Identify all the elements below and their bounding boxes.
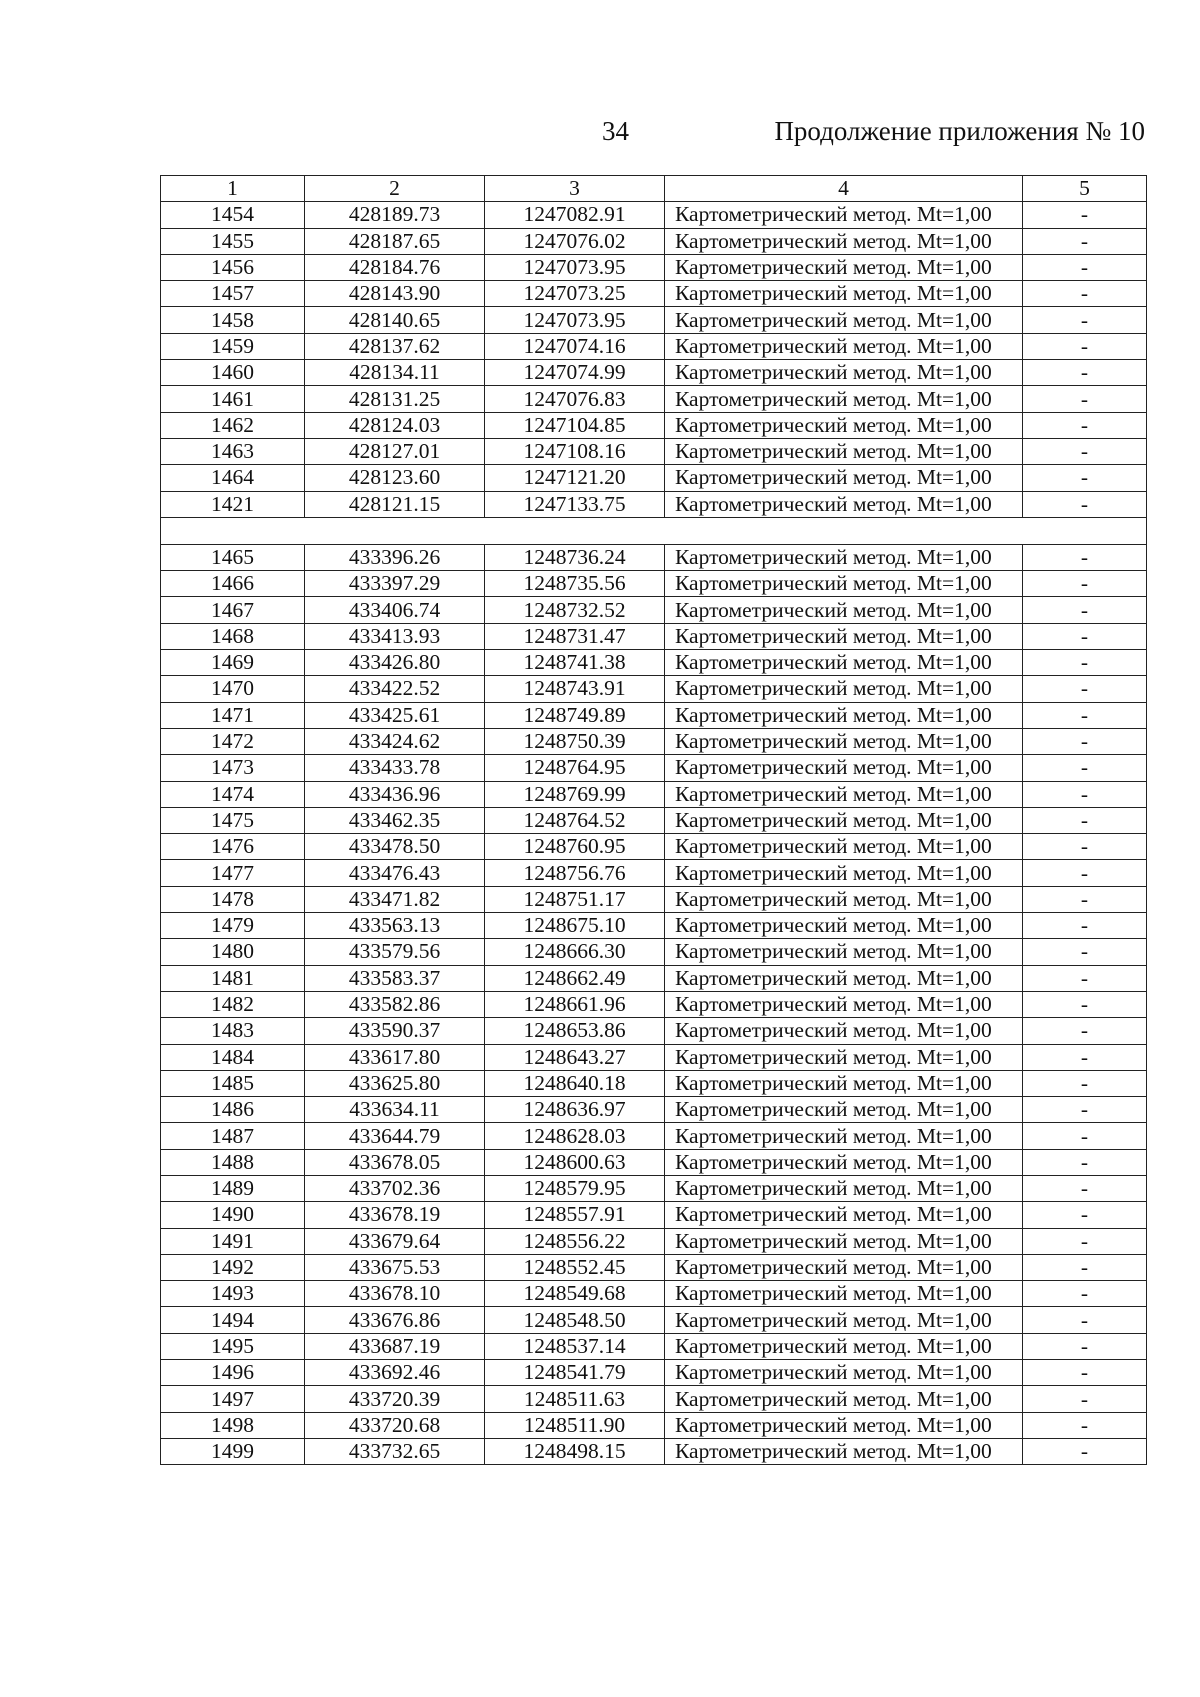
point-number-cell: 1480: [161, 939, 305, 965]
method-description-cell: Картометрический метод. Mt=1,00: [665, 1412, 1023, 1438]
error-value-cell: -: [1023, 886, 1147, 912]
method-description-cell: Картометрический метод. Mt=1,00: [665, 571, 1023, 597]
y-coordinate-cell: 1248661.96: [485, 991, 665, 1017]
point-number-cell: 1482: [161, 991, 305, 1017]
table-row: [161, 1333, 1147, 1359]
method-description-cell: Картометрический метод. Mt=1,00: [665, 465, 1023, 491]
x-coordinate-cell: 433675.53: [305, 1254, 485, 1280]
point-number-cell: 1457: [161, 281, 305, 307]
x-coordinate-cell: 433406.74: [305, 597, 485, 623]
error-value-cell: -: [1023, 1228, 1147, 1254]
error-value-cell: -: [1023, 1254, 1147, 1280]
method-description-cell: Картометрический метод. Mt=1,00: [665, 1149, 1023, 1175]
x-coordinate-cell: 433396.26: [305, 544, 485, 570]
table-row: [161, 1070, 1147, 1096]
table-row: [161, 1438, 1147, 1464]
error-value-cell: -: [1023, 307, 1147, 333]
table-row: [161, 807, 1147, 833]
point-number-cell: 1490: [161, 1202, 305, 1228]
y-coordinate-cell: 1247074.99: [485, 360, 665, 386]
table-row: [161, 465, 1147, 491]
table-row: [161, 860, 1147, 886]
point-number-cell: 1465: [161, 544, 305, 570]
point-number-cell: 1483: [161, 1018, 305, 1044]
point-number-cell: 1484: [161, 1044, 305, 1070]
point-number-cell: 1459: [161, 333, 305, 359]
method-description-cell: Картометрический метод. Mt=1,00: [665, 228, 1023, 254]
y-coordinate-cell: 1247076.02: [485, 228, 665, 254]
y-coordinate-cell: 1248511.63: [485, 1386, 665, 1412]
table-header-row: [161, 176, 1147, 202]
method-description-cell: Картометрический метод. Mt=1,00: [665, 281, 1023, 307]
method-description-cell: Картометрический метод. Mt=1,00: [665, 939, 1023, 965]
y-coordinate-cell: 1248749.89: [485, 702, 665, 728]
table-row: [161, 333, 1147, 359]
method-description-cell: Картометрический метод. Mt=1,00: [665, 702, 1023, 728]
table-row: [161, 886, 1147, 912]
table-row: [161, 1123, 1147, 1149]
x-coordinate-cell: 433478.50: [305, 834, 485, 860]
x-coordinate-cell: 428121.15: [305, 491, 485, 517]
error-value-cell: -: [1023, 1044, 1147, 1070]
error-value-cell: -: [1023, 1307, 1147, 1333]
method-description-cell: Картометрический метод. Mt=1,00: [665, 886, 1023, 912]
point-number-cell: 1458: [161, 307, 305, 333]
y-coordinate-cell: 1248549.68: [485, 1281, 665, 1307]
error-value-cell: -: [1023, 1018, 1147, 1044]
x-coordinate-cell: 433687.19: [305, 1333, 485, 1359]
y-coordinate-cell: 1248732.52: [485, 597, 665, 623]
error-value-cell: -: [1023, 676, 1147, 702]
method-description-cell: Картометрический метод. Mt=1,00: [665, 965, 1023, 991]
x-coordinate-cell: 433720.68: [305, 1412, 485, 1438]
y-coordinate-cell: 1248537.14: [485, 1333, 665, 1359]
method-description-cell: Картометрический метод. Mt=1,00: [665, 860, 1023, 886]
method-description-cell: Картометрический метод. Mt=1,00: [665, 834, 1023, 860]
point-number-cell: 1462: [161, 412, 305, 438]
x-coordinate-cell: 433732.65: [305, 1438, 485, 1464]
y-coordinate-cell: 1248579.95: [485, 1175, 665, 1201]
x-coordinate-cell: 433583.37: [305, 965, 485, 991]
point-number-cell: 1469: [161, 650, 305, 676]
table-row: [161, 228, 1147, 254]
table-row: [161, 1044, 1147, 1070]
x-coordinate-cell: 433678.10: [305, 1281, 485, 1307]
y-coordinate-cell: 1248511.90: [485, 1412, 665, 1438]
point-number-cell: 1456: [161, 254, 305, 280]
y-coordinate-cell: 1247104.85: [485, 412, 665, 438]
point-number-cell: 1489: [161, 1175, 305, 1201]
page-caption: Продолжение приложения № 10: [774, 116, 1145, 146]
column-header-3: 3: [485, 176, 665, 202]
table-row: [161, 755, 1147, 781]
column-header-2: 2: [305, 176, 485, 202]
x-coordinate-cell: 433413.93: [305, 623, 485, 649]
y-coordinate-cell: 1247133.75: [485, 491, 665, 517]
table-row: [161, 965, 1147, 991]
point-number-cell: 1454: [161, 202, 305, 228]
x-coordinate-cell: 433702.36: [305, 1175, 485, 1201]
method-description-cell: Картометрический метод. Mt=1,00: [665, 491, 1023, 517]
error-value-cell: -: [1023, 1412, 1147, 1438]
x-coordinate-cell: 433582.86: [305, 991, 485, 1017]
block-separator-cell: [161, 517, 1147, 544]
error-value-cell: -: [1023, 438, 1147, 464]
x-coordinate-cell: 433436.96: [305, 781, 485, 807]
x-coordinate-cell: 428131.25: [305, 386, 485, 412]
error-value-cell: -: [1023, 755, 1147, 781]
error-value-cell: -: [1023, 728, 1147, 754]
point-number-cell: 1494: [161, 1307, 305, 1333]
table-row: [161, 728, 1147, 754]
error-value-cell: -: [1023, 1070, 1147, 1096]
coordinates-table: [160, 175, 1147, 1465]
point-number-cell: 1472: [161, 728, 305, 754]
error-value-cell: -: [1023, 781, 1147, 807]
table-row: [161, 702, 1147, 728]
error-value-cell: -: [1023, 491, 1147, 517]
table-row: [161, 650, 1147, 676]
method-description-cell: Картометрический метод. Mt=1,00: [665, 1360, 1023, 1386]
error-value-cell: -: [1023, 281, 1147, 307]
point-number-cell: 1493: [161, 1281, 305, 1307]
error-value-cell: -: [1023, 1386, 1147, 1412]
table-row: [161, 1149, 1147, 1175]
x-coordinate-cell: 433676.86: [305, 1307, 485, 1333]
method-description-cell: Картометрический метод. Mt=1,00: [665, 1386, 1023, 1412]
point-number-cell: 1466: [161, 571, 305, 597]
error-value-cell: -: [1023, 1123, 1147, 1149]
y-coordinate-cell: 1248736.24: [485, 544, 665, 570]
error-value-cell: -: [1023, 834, 1147, 860]
table-row: [161, 1386, 1147, 1412]
x-coordinate-cell: 433679.64: [305, 1228, 485, 1254]
error-value-cell: -: [1023, 412, 1147, 438]
x-coordinate-cell: 428134.11: [305, 360, 485, 386]
table-row: [161, 676, 1147, 702]
error-value-cell: -: [1023, 1360, 1147, 1386]
method-description-cell: Картометрический метод. Mt=1,00: [665, 597, 1023, 623]
table-row: [161, 281, 1147, 307]
y-coordinate-cell: 1248666.30: [485, 939, 665, 965]
method-description-cell: Картометрический метод. Mt=1,00: [665, 676, 1023, 702]
table-row: [161, 1228, 1147, 1254]
method-description-cell: Картометрический метод. Mt=1,00: [665, 1097, 1023, 1123]
point-number-cell: 1464: [161, 465, 305, 491]
x-coordinate-cell: 433422.52: [305, 676, 485, 702]
y-coordinate-cell: 1248557.91: [485, 1202, 665, 1228]
table-row: [161, 939, 1147, 965]
error-value-cell: -: [1023, 386, 1147, 412]
error-value-cell: -: [1023, 991, 1147, 1017]
error-value-cell: -: [1023, 465, 1147, 491]
table-row: [161, 412, 1147, 438]
y-coordinate-cell: 1247074.16: [485, 333, 665, 359]
method-description-cell: Картометрический метод. Mt=1,00: [665, 991, 1023, 1017]
x-coordinate-cell: 433617.80: [305, 1044, 485, 1070]
y-coordinate-cell: 1247121.20: [485, 465, 665, 491]
error-value-cell: -: [1023, 650, 1147, 676]
method-description-cell: Картометрический метод. Mt=1,00: [665, 202, 1023, 228]
y-coordinate-cell: 1248769.99: [485, 781, 665, 807]
y-coordinate-cell: 1248600.63: [485, 1149, 665, 1175]
point-number-cell: 1485: [161, 1070, 305, 1096]
error-value-cell: -: [1023, 965, 1147, 991]
table-row: [161, 1307, 1147, 1333]
error-value-cell: -: [1023, 1175, 1147, 1201]
y-coordinate-cell: 1248743.91: [485, 676, 665, 702]
point-number-cell: 1498: [161, 1412, 305, 1438]
x-coordinate-cell: 428140.65: [305, 307, 485, 333]
x-coordinate-cell: 433397.29: [305, 571, 485, 597]
error-value-cell: -: [1023, 939, 1147, 965]
x-coordinate-cell: 428189.73: [305, 202, 485, 228]
method-description-cell: Картометрический метод. Mt=1,00: [665, 1307, 1023, 1333]
method-description-cell: Картометрический метод. Mt=1,00: [665, 1018, 1023, 1044]
table-row: [161, 623, 1147, 649]
table-row: [161, 1360, 1147, 1386]
y-coordinate-cell: 1248764.95: [485, 755, 665, 781]
table-row: [161, 491, 1147, 517]
error-value-cell: -: [1023, 1202, 1147, 1228]
x-coordinate-cell: 433425.61: [305, 702, 485, 728]
method-description-cell: Картометрический метод. Mt=1,00: [665, 650, 1023, 676]
method-description-cell: Картометрический метод. Mt=1,00: [665, 412, 1023, 438]
x-coordinate-cell: 428127.01: [305, 438, 485, 464]
method-description-cell: Картометрический метод. Mt=1,00: [665, 1281, 1023, 1307]
point-number-cell: 1491: [161, 1228, 305, 1254]
error-value-cell: -: [1023, 597, 1147, 623]
method-description-cell: Картометрический метод. Mt=1,00: [665, 728, 1023, 754]
x-coordinate-cell: 433720.39: [305, 1386, 485, 1412]
y-coordinate-cell: 1248735.56: [485, 571, 665, 597]
table-row: [161, 991, 1147, 1017]
y-coordinate-cell: 1248662.49: [485, 965, 665, 991]
method-description-cell: Картометрический метод. Mt=1,00: [665, 623, 1023, 649]
point-number-cell: 1497: [161, 1386, 305, 1412]
y-coordinate-cell: 1248751.17: [485, 886, 665, 912]
method-description-cell: Картометрический метод. Mt=1,00: [665, 1333, 1023, 1359]
page-number: 34: [602, 116, 629, 146]
table-row: [161, 571, 1147, 597]
method-description-cell: Картометрический метод. Mt=1,00: [665, 333, 1023, 359]
error-value-cell: -: [1023, 913, 1147, 939]
error-value-cell: -: [1023, 1333, 1147, 1359]
method-description-cell: Картометрический метод. Mt=1,00: [665, 1254, 1023, 1280]
method-description-cell: Картометрический метод. Mt=1,00: [665, 544, 1023, 570]
x-coordinate-cell: 428184.76: [305, 254, 485, 280]
table-row: [161, 1412, 1147, 1438]
x-coordinate-cell: 428137.62: [305, 333, 485, 359]
method-description-cell: Картометрический метод. Mt=1,00: [665, 1438, 1023, 1464]
table-row: [161, 1281, 1147, 1307]
method-description-cell: Картометрический метод. Mt=1,00: [665, 755, 1023, 781]
y-coordinate-cell: 1248741.38: [485, 650, 665, 676]
table-row: [161, 1018, 1147, 1044]
point-number-cell: 1471: [161, 702, 305, 728]
point-number-cell: 1460: [161, 360, 305, 386]
y-coordinate-cell: 1247073.95: [485, 254, 665, 280]
table-row: [161, 202, 1147, 228]
x-coordinate-cell: 433644.79: [305, 1123, 485, 1149]
x-coordinate-cell: 428124.03: [305, 412, 485, 438]
table-header: [161, 176, 1147, 202]
method-description-cell: Картометрический метод. Mt=1,00: [665, 360, 1023, 386]
x-coordinate-cell: 428143.90: [305, 281, 485, 307]
x-coordinate-cell: 433471.82: [305, 886, 485, 912]
y-coordinate-cell: 1248653.86: [485, 1018, 665, 1044]
method-description-cell: Картометрический метод. Mt=1,00: [665, 307, 1023, 333]
x-coordinate-cell: 433625.80: [305, 1070, 485, 1096]
method-description-cell: Картометрический метод. Mt=1,00: [665, 254, 1023, 280]
error-value-cell: -: [1023, 860, 1147, 886]
error-value-cell: -: [1023, 1438, 1147, 1464]
x-coordinate-cell: 433678.05: [305, 1149, 485, 1175]
error-value-cell: -: [1023, 333, 1147, 359]
method-description-cell: Картометрический метод. Mt=1,00: [665, 913, 1023, 939]
y-coordinate-cell: 1247108.16: [485, 438, 665, 464]
error-value-cell: -: [1023, 807, 1147, 833]
point-number-cell: 1496: [161, 1360, 305, 1386]
column-header-4: 4: [665, 176, 1023, 202]
error-value-cell: -: [1023, 544, 1147, 570]
table-row: [161, 1175, 1147, 1201]
point-number-cell: 1481: [161, 965, 305, 991]
error-value-cell: -: [1023, 1281, 1147, 1307]
y-coordinate-cell: 1248628.03: [485, 1123, 665, 1149]
error-value-cell: -: [1023, 254, 1147, 280]
x-coordinate-cell: 433424.62: [305, 728, 485, 754]
y-coordinate-cell: 1248750.39: [485, 728, 665, 754]
table-row: [161, 1254, 1147, 1280]
point-number-cell: 1499: [161, 1438, 305, 1464]
point-number-cell: 1467: [161, 597, 305, 623]
method-description-cell: Картометрический метод. Mt=1,00: [665, 386, 1023, 412]
y-coordinate-cell: 1248640.18: [485, 1070, 665, 1096]
error-value-cell: -: [1023, 623, 1147, 649]
point-number-cell: 1487: [161, 1123, 305, 1149]
y-coordinate-cell: 1248675.10: [485, 913, 665, 939]
x-coordinate-cell: 433678.19: [305, 1202, 485, 1228]
point-number-cell: 1495: [161, 1333, 305, 1359]
point-number-cell: 1461: [161, 386, 305, 412]
x-coordinate-cell: 428123.60: [305, 465, 485, 491]
table-row: [161, 386, 1147, 412]
point-number-cell: 1479: [161, 913, 305, 939]
x-coordinate-cell: 433433.78: [305, 755, 485, 781]
error-value-cell: -: [1023, 571, 1147, 597]
error-value-cell: -: [1023, 1097, 1147, 1123]
method-description-cell: Картометрический метод. Mt=1,00: [665, 1123, 1023, 1149]
table-row: [161, 913, 1147, 939]
table-row: [161, 438, 1147, 464]
y-coordinate-cell: 1247082.91: [485, 202, 665, 228]
y-coordinate-cell: 1247076.83: [485, 386, 665, 412]
table-row: [161, 360, 1147, 386]
y-coordinate-cell: 1247073.95: [485, 307, 665, 333]
point-number-cell: 1455: [161, 228, 305, 254]
table-row: [161, 544, 1147, 570]
point-number-cell: 1470: [161, 676, 305, 702]
x-coordinate-cell: 433476.43: [305, 860, 485, 886]
y-coordinate-cell: 1248643.27: [485, 1044, 665, 1070]
table-body: [161, 202, 1147, 1465]
x-coordinate-cell: 428187.65: [305, 228, 485, 254]
point-number-cell: 1421: [161, 491, 305, 517]
table-row: [161, 1202, 1147, 1228]
y-coordinate-cell: 1248764.52: [485, 807, 665, 833]
error-value-cell: -: [1023, 1149, 1147, 1175]
y-coordinate-cell: 1248498.15: [485, 1438, 665, 1464]
method-description-cell: Картометрический метод. Mt=1,00: [665, 438, 1023, 464]
method-description-cell: Картометрический метод. Mt=1,00: [665, 1202, 1023, 1228]
y-coordinate-cell: 1248548.50: [485, 1307, 665, 1333]
table-row: [161, 307, 1147, 333]
point-number-cell: 1477: [161, 860, 305, 886]
x-coordinate-cell: 433579.56: [305, 939, 485, 965]
table-row: [161, 781, 1147, 807]
x-coordinate-cell: 433462.35: [305, 807, 485, 833]
point-number-cell: 1463: [161, 438, 305, 464]
error-value-cell: -: [1023, 360, 1147, 386]
method-description-cell: Картометрический метод. Mt=1,00: [665, 1044, 1023, 1070]
x-coordinate-cell: 433692.46: [305, 1360, 485, 1386]
point-number-cell: 1478: [161, 886, 305, 912]
table-row: [161, 834, 1147, 860]
point-number-cell: 1468: [161, 623, 305, 649]
y-coordinate-cell: 1247073.25: [485, 281, 665, 307]
error-value-cell: -: [1023, 228, 1147, 254]
method-description-cell: Картометрический метод. Mt=1,00: [665, 781, 1023, 807]
y-coordinate-cell: 1248552.45: [485, 1254, 665, 1280]
point-number-cell: 1474: [161, 781, 305, 807]
x-coordinate-cell: 433426.80: [305, 650, 485, 676]
x-coordinate-cell: 433590.37: [305, 1018, 485, 1044]
table-row: [161, 1097, 1147, 1123]
point-number-cell: 1475: [161, 807, 305, 833]
x-coordinate-cell: 433634.11: [305, 1097, 485, 1123]
block-separator-row: [161, 517, 1147, 544]
point-number-cell: 1473: [161, 755, 305, 781]
point-number-cell: 1476: [161, 834, 305, 860]
y-coordinate-cell: 1248636.97: [485, 1097, 665, 1123]
error-value-cell: -: [1023, 202, 1147, 228]
method-description-cell: Картометрический метод. Mt=1,00: [665, 1070, 1023, 1096]
y-coordinate-cell: 1248756.76: [485, 860, 665, 886]
y-coordinate-cell: 1248731.47: [485, 623, 665, 649]
column-header-1: 1: [161, 176, 305, 202]
y-coordinate-cell: 1248760.95: [485, 834, 665, 860]
method-description-cell: Картометрический метод. Mt=1,00: [665, 1228, 1023, 1254]
x-coordinate-cell: 433563.13: [305, 913, 485, 939]
table-row: [161, 254, 1147, 280]
point-number-cell: 1488: [161, 1149, 305, 1175]
error-value-cell: -: [1023, 702, 1147, 728]
point-number-cell: 1486: [161, 1097, 305, 1123]
y-coordinate-cell: 1248541.79: [485, 1360, 665, 1386]
method-description-cell: Картометрический метод. Mt=1,00: [665, 1175, 1023, 1201]
table-row: [161, 597, 1147, 623]
method-description-cell: Картометрический метод. Mt=1,00: [665, 807, 1023, 833]
column-header-5: 5: [1023, 176, 1147, 202]
point-number-cell: 1492: [161, 1254, 305, 1280]
y-coordinate-cell: 1248556.22: [485, 1228, 665, 1254]
